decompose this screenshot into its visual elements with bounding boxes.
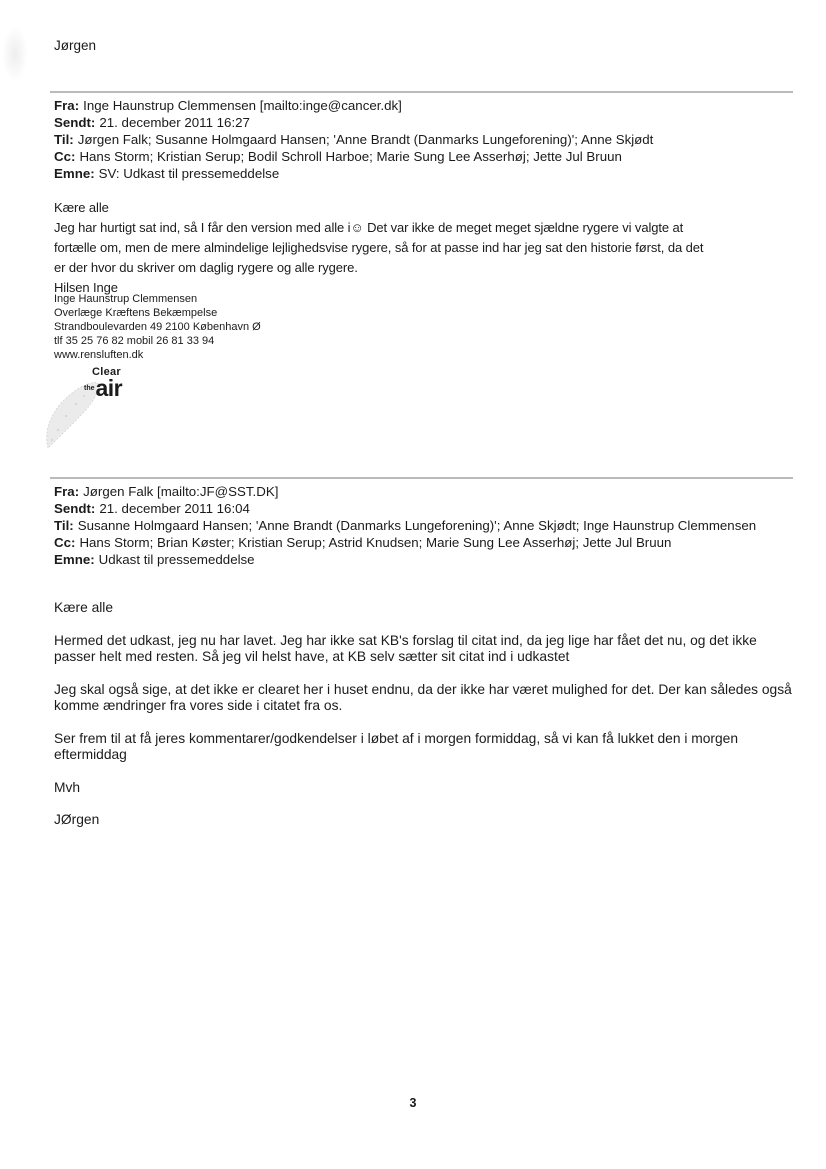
from-label: Fra:	[54, 484, 80, 499]
email2-cc-row	[54, 534, 794, 551]
page-number: 3	[409, 1096, 417, 1110]
subject-label: Emne:	[54, 552, 95, 567]
email2-body	[54, 600, 799, 845]
greeting-text: Jørgen	[54, 38, 97, 53]
email2-closing: Mvh	[54, 779, 81, 795]
to-label: Til:	[54, 518, 74, 533]
email2-paragraph: Hermed det udkast, jeg nu har lavet. Jeg har ikke sat KB's forslag til citat ind, da jeg lige har fået det nu, og det ikke passer helt med resten. Så jeg vil helst have, at KB selv sætter sit citat ind i udkastet	[54, 632, 757, 664]
email2-paragraph: Ser frem til at få jeres kommentarer/godkendelser i løbet af i morgen formiddag, så vi kan få lukket den i morgen eftermiddag	[54, 730, 739, 762]
from-value: Jørgen Falk [mailto:JF@SST.DK]	[83, 484, 279, 499]
email1-salutation: Kære alle	[54, 200, 109, 215]
signature-line: tlf 35 25 76 82 mobil 26 81 33 94	[54, 335, 215, 347]
email2-paragraph: Jeg skal også sige, at det ikke er clearet her i huset endnu, da der ikke har været mulighed for det. Der kan således også komme ændringer fra vores side i citatet fra os.	[54, 681, 792, 713]
signature-line: Strandboulevarden 49 2100 København Ø	[54, 321, 261, 333]
email1-subject-row	[54, 165, 794, 182]
email1-to-row	[54, 131, 794, 148]
cc-value: Hans Storm; Kristian Serup; Bodil Schroll Harboe; Marie Sung Lee Asserhøj; Jette Jul Bruun	[79, 149, 622, 164]
email1-body-line: Jeg har hurtigt sat ind, så I får den version med alle i☺ Det var ikke de meget meget sjældne rygere vi valgte at	[54, 220, 684, 235]
email2-sent-row	[54, 500, 794, 517]
sent-value: 21. december 2011 16:27	[99, 115, 250, 130]
email2-salutation: Kære alle	[54, 600, 114, 615]
logo-word-the: the	[84, 385, 95, 392]
from-label: Fra:	[54, 98, 80, 113]
email1-body-line: er der hvor du skriver om daglig rygere og alle rygere.	[54, 260, 358, 275]
logo-word-air: air	[95, 375, 123, 401]
email1-sent-row	[54, 114, 794, 131]
email1-signature	[54, 292, 261, 362]
sent-label: Sendt:	[54, 501, 96, 516]
signature-line: Inge Haunstrup Clemmensen	[54, 293, 198, 305]
email1-body-line: fortælle om, men de mere almindelige lejlighedsvise rygere, så for at passe ind har jeg sat den historie først, da det	[54, 240, 704, 255]
subject-label: Emne:	[54, 166, 95, 181]
email-divider	[50, 91, 793, 93]
signature-line: Overlæge Kræftens Bekæmpelse	[54, 307, 218, 319]
from-value: Inge Haunstrup Clemmensen [mailto:inge@cancer.dk]	[83, 98, 402, 113]
to-label: Til:	[54, 132, 74, 147]
scan-smudge	[2, 26, 28, 82]
cc-value: Hans Storm; Brian Køster; Kristian Serup; Astrid Knudsen; Marie Sung Lee Asserhøj; Jette Jul Bruun	[79, 535, 672, 550]
email-divider	[50, 477, 793, 479]
cc-label: Cc:	[54, 535, 76, 550]
logo-air-row	[84, 375, 164, 402]
sent-label: Sendt:	[54, 115, 96, 130]
subject-value: SV: Udkast til pressemeddelse	[98, 166, 280, 181]
email2-to-row	[54, 517, 759, 534]
email1-header	[54, 97, 794, 182]
email2-header	[54, 483, 794, 568]
email2-signoff: JØrgen	[54, 812, 100, 827]
signature-line: www.rensluften.dk	[54, 349, 144, 361]
subject-value: Udkast til pressemeddelse	[98, 552, 255, 567]
email1-body	[54, 198, 814, 297]
clear-the-air-logo	[84, 366, 164, 426]
sent-value: 21. december 2011 16:04	[99, 501, 250, 516]
cc-label: Cc:	[54, 149, 76, 164]
logo-word-clear: Clear	[92, 366, 122, 378]
email2-from-row	[54, 483, 794, 500]
email1-from-row	[54, 97, 794, 114]
to-value: Jørgen Falk; Susanne Holmgaard Hansen; 'Anne Brandt (Danmarks Lungeforening)'; Anne Skjødt	[77, 132, 654, 147]
email2-subject-row	[54, 551, 794, 568]
email1-closing: Hilsen Inge	[54, 280, 118, 295]
email1-cc-row	[54, 148, 794, 165]
to-value: Susanne Holmgaard Hansen; 'Anne Brandt (Danmarks Lungeforening)'; Anne Skjødt; Inge Haunstrup Clemmensen	[77, 518, 757, 533]
